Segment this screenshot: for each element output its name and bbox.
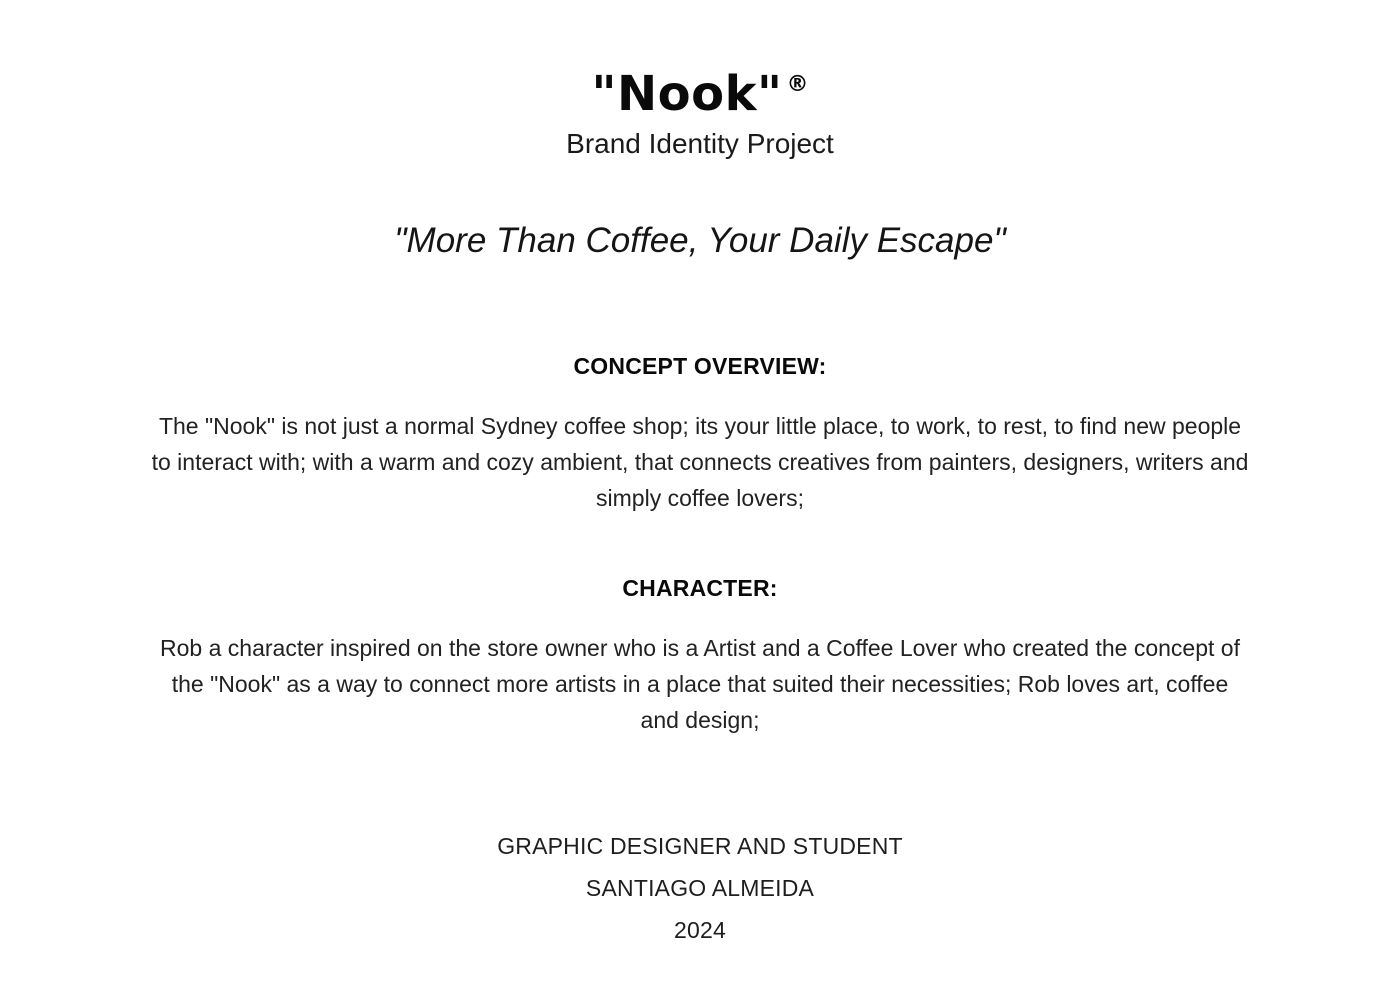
brand-title: "Nook" [591,66,783,122]
brand-tagline: "More Than Coffee, Your Daily Escape" [394,221,1006,260]
designer-name: SANTIAGO ALMEIDA [585,875,815,901]
project-year: 2024 [674,917,726,943]
concept-overview-heading: CONCEPT OVERVIEW: [573,353,827,379]
designer-role: GRAPHIC DESIGNER AND STUDENT [497,833,903,859]
project-subtitle: Brand Identity Project [566,128,834,159]
registered-trademark-mark: ® [786,72,809,97]
concept-overview-text: The "Nook" is not just a normal Sydney coffee shop; its your little place, to work, to rest, to find new people to interact with; with a warm and cozy ambient, that connects creatives from painters, designers, writers and simply coffee lovers; [151,413,1249,511]
title-block [0,66,1400,122]
character-text: Rob a character inspired on the store owner who is a Artist and a Coffee Lover who created the concept of the "Nook" as a way to connect more artists in a place that suited their necessities; Rob loves art, coffee and design; [160,635,1240,733]
character-heading: CHARACTER: [622,575,778,601]
